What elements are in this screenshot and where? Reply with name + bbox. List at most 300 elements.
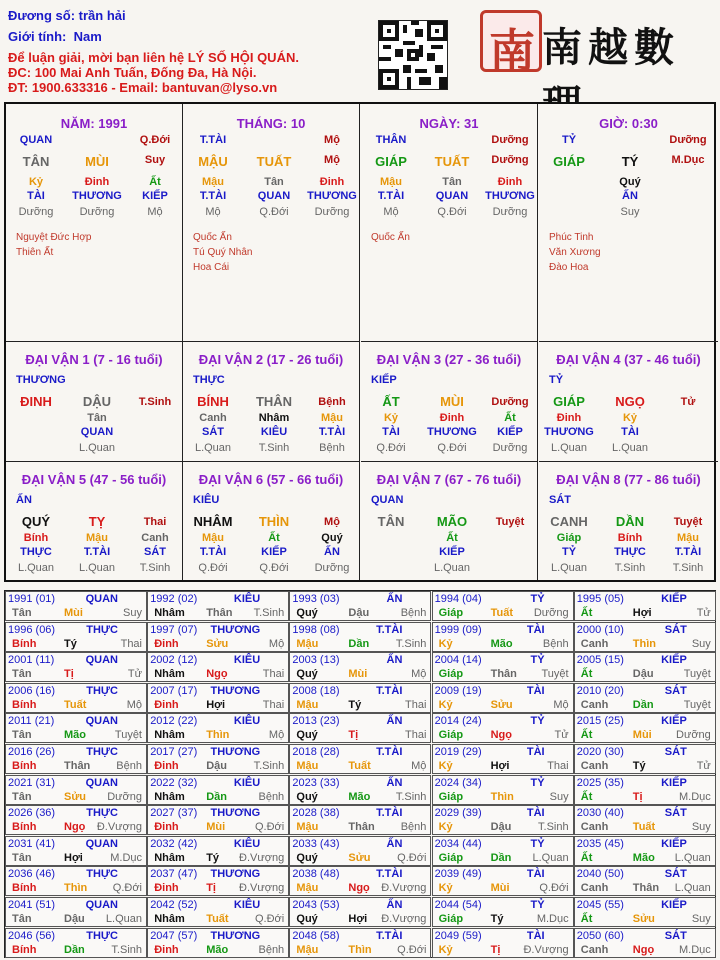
year-branch: Mão <box>206 943 229 956</box>
dai-van-title: ĐẠI VẬN 6 (57 - 66 tuổi) <box>198 472 344 487</box>
year-god: QUAN <box>85 837 118 850</box>
dai-van-branch: THÌN <box>258 514 290 529</box>
year-stem: Giáp <box>438 790 464 803</box>
year-branch: Thân <box>632 882 660 895</box>
year-cell <box>5 652 147 682</box>
year-cell <box>5 836 147 866</box>
year-branch: Tuất <box>490 607 513 619</box>
dai-van-h3-item: L.Quan <box>78 442 116 454</box>
dai-van-cell <box>183 342 360 462</box>
year-branch: Tý <box>64 637 77 650</box>
pillar-r5-item: Dưỡng <box>79 206 115 218</box>
dai-van-branch: NGỌ <box>615 394 645 409</box>
year-god: TÀI <box>526 684 545 697</box>
year-god: ẤN <box>386 593 403 605</box>
year-label: 1998 (08) <box>292 623 340 636</box>
year-label: 2033 (43) <box>292 837 340 850</box>
year-cell <box>289 744 431 774</box>
year-stem: Mậu <box>296 882 319 895</box>
year-god: T.TÀI <box>376 868 403 881</box>
year-stem: Đinh <box>154 882 179 895</box>
year-stage: L.Quan <box>532 851 569 864</box>
year-branch: Tý <box>490 913 504 925</box>
year-god: TÀI <box>526 623 545 636</box>
year-stem: Kỷ <box>438 882 453 895</box>
year-label: 2044 (54) <box>434 899 482 911</box>
pillar-r2-item: MÙI <box>85 154 109 169</box>
year-stem: Đinh <box>154 821 179 834</box>
dai-van-h1-item: Tân <box>87 412 107 424</box>
pillar-r2-item: Mộ <box>324 154 340 166</box>
year-branch: Thìn <box>490 790 514 803</box>
year-stage: Dưỡng <box>533 607 569 619</box>
dai-van-branch: TỴ <box>88 514 106 529</box>
pillar-r1-item: T.TÀI <box>199 134 227 146</box>
gender-label: Giới tính: <box>8 29 67 44</box>
year-branch: Sửu <box>632 913 655 925</box>
year-stage: Thai <box>120 637 142 650</box>
year-god: KIÊU <box>233 715 261 728</box>
dai-van-stage: Bệnh <box>318 396 346 408</box>
pillar-notes <box>549 230 601 275</box>
year-label: 1996 (06) <box>8 623 56 636</box>
year-label: 2031 (41) <box>8 837 56 850</box>
dai-van-stage: Tử <box>680 396 696 408</box>
year-stem: Quý <box>296 851 318 864</box>
year-stem: Canh <box>580 760 609 772</box>
pillar-note: Phúc Tinh <box>549 232 594 243</box>
year-stage: Suy <box>549 790 569 803</box>
year-cell <box>5 897 147 927</box>
pillar-title: THÁNG: 10 <box>236 116 306 131</box>
year-branch: Tuất <box>632 821 656 834</box>
year-stage: Suy <box>691 637 711 650</box>
year-branch: Thìn <box>206 729 230 742</box>
dai-van-god: THỰC <box>193 374 225 386</box>
year-branch: Tị <box>206 882 216 895</box>
year-cell <box>147 744 289 774</box>
year-cell <box>432 897 574 927</box>
year-god: KIÊU <box>233 654 261 667</box>
year-stem: Giáp <box>438 729 464 742</box>
year-stem: Mậu <box>296 943 319 956</box>
dai-van-h2-item: ẤN <box>324 546 340 558</box>
year-god: TỶ <box>530 593 545 605</box>
year-branch: Tị <box>64 668 74 681</box>
pillar-r3-item: Mậu <box>380 176 402 188</box>
year-branch: Dậu <box>632 668 654 681</box>
pillar-r4-item: THƯƠNG <box>72 190 122 202</box>
pillar-note: Văn Xương <box>549 247 601 258</box>
year-stage: Đ.Vượng <box>523 943 569 956</box>
year-label: 2022 (32) <box>150 776 198 789</box>
year-branch: Thìn <box>64 882 88 895</box>
year-label: 2025 (35) <box>576 776 624 789</box>
year-cell <box>147 866 289 896</box>
dai-van-h1-item: Mậu <box>677 532 699 544</box>
year-god: ẤN <box>386 715 403 728</box>
year-branch: Mùi <box>348 668 368 681</box>
year-stage: T.Sinh <box>395 790 427 803</box>
year-cell <box>147 713 289 743</box>
pillar-r2-item: TÂN <box>22 154 50 169</box>
pillar-r4-item: QUAN <box>435 190 469 202</box>
dai-van-stem: NHÂM <box>193 514 233 529</box>
year-label: 2023 (33) <box>292 776 340 789</box>
year-label: 2013 (23) <box>292 715 340 728</box>
dai-van-h2-item: THƯƠNG <box>427 426 477 438</box>
pillar-r3-item: Đinh <box>497 176 523 188</box>
year-cell <box>289 622 431 652</box>
pillar-r2-item: Dưỡng <box>491 154 529 166</box>
year-stem: Quý <box>296 790 318 803</box>
dai-van-h2-item: T.TÀI <box>83 546 111 558</box>
year-stage: T.Sinh <box>395 637 427 650</box>
year-branch: Dậu <box>490 821 512 834</box>
dai-van-h3-item: T.Sinh <box>139 562 171 574</box>
year-stem: Đinh <box>154 698 179 711</box>
year-stage: M.Dục <box>110 851 142 864</box>
year-label: 2024 (34) <box>434 776 482 789</box>
dai-van-title: ĐẠI VẬN 2 (17 - 26 tuổi) <box>198 352 344 367</box>
pillar-r3-item: Đinh <box>84 176 110 188</box>
year-cell <box>147 591 289 621</box>
year-stem: Kỷ <box>438 760 453 772</box>
year-label: 2007 (17) <box>150 684 198 697</box>
year-god: TỶ <box>530 715 545 728</box>
year-god: TỶ <box>530 899 545 911</box>
pillar-r2-item: TÝ <box>621 154 639 169</box>
dai-van-h2-item: TỶ <box>561 546 577 558</box>
year-stage: Đ.Vượng <box>239 851 285 864</box>
year-cell <box>432 866 574 896</box>
year-stem: Bính <box>12 637 37 650</box>
year-god: THƯƠNG <box>210 929 261 942</box>
year-stem: Tân <box>12 913 32 925</box>
dai-van-h2-item: KIẾP <box>439 546 465 558</box>
year-branch: Dần <box>632 698 654 711</box>
year-label: 2038 (48) <box>292 868 340 881</box>
dai-van-h3-item: Bệnh <box>319 442 345 454</box>
year-stem: Nhâm <box>154 668 185 681</box>
dai-van-h3-item: Q.Đới <box>198 562 228 574</box>
dai-van-h1-item: Quý <box>321 532 343 544</box>
dai-van-h2-item: TÀI <box>382 426 400 438</box>
year-god: KIÊU <box>233 593 261 605</box>
dai-van-h3-item: L.Quan <box>550 562 588 574</box>
year-god: KIẾP <box>661 654 687 667</box>
dai-van-h1-item: Đinh <box>556 412 582 424</box>
dai-van-h3-item: Dưỡng <box>314 562 350 574</box>
year-branch: Thân <box>206 607 233 619</box>
dai-van-h2-item: KIẾP <box>261 546 287 558</box>
year-god: TỶ <box>530 837 545 850</box>
dai-van-h2-item: SÁT <box>144 546 166 558</box>
year-label: 2030 (40) <box>576 807 624 820</box>
seal-icon: 南 <box>480 10 542 72</box>
year-label: 2009 (19) <box>434 684 482 697</box>
year-label: 1994 (04) <box>434 593 482 605</box>
year-branch: Mão <box>632 851 655 864</box>
dai-van-stem: CANH <box>550 514 588 529</box>
year-stem: Nhâm <box>154 729 185 742</box>
year-label: 2011 (21) <box>8 715 55 728</box>
pillar-cell <box>361 104 538 342</box>
year-branch: Thìn <box>632 637 657 650</box>
year-cell <box>5 744 147 774</box>
year-cell <box>147 775 289 805</box>
year-cell <box>432 652 574 682</box>
year-label: 2002 (12) <box>150 654 198 667</box>
year-stem: Canh <box>580 698 609 711</box>
pillar-cell <box>6 104 183 342</box>
year-stem: Đinh <box>154 943 179 956</box>
year-label: 2018 (28) <box>292 746 340 758</box>
year-cell <box>289 928 431 958</box>
dai-van-stem: BÍNH <box>197 394 229 409</box>
year-label: 2003 (13) <box>292 654 340 667</box>
dai-van-stem: GIÁP <box>553 394 585 409</box>
year-stage: Bệnh <box>258 790 285 803</box>
year-label: 2019 (29) <box>434 746 482 758</box>
year-cell <box>432 713 574 743</box>
year-label: 2037 (47) <box>150 868 198 881</box>
pillar-r2-item: Suy <box>144 154 166 166</box>
year-stem: Mậu <box>296 821 319 834</box>
dai-van-h3-item: L.Quan <box>611 442 649 454</box>
year-branch: Mão <box>64 729 86 742</box>
year-god: THƯƠNG <box>210 807 261 820</box>
year-cell <box>574 836 716 866</box>
pillar-r3-item: Tân <box>442 176 462 188</box>
pillar-r5-item: Dưỡng <box>492 206 528 218</box>
year-label: 2040 (50) <box>576 868 624 881</box>
dai-van-branch: MÙI <box>440 394 464 409</box>
year-branch: Sửu <box>206 637 229 650</box>
year-cell <box>5 805 147 835</box>
year-stage: T.Sinh <box>253 607 285 619</box>
pillar-r5-item: Mộ <box>147 206 163 218</box>
year-branch: Sửu <box>490 698 513 711</box>
year-stem: Nhâm <box>154 790 185 803</box>
qr-code[interactable] <box>378 20 448 90</box>
year-god: T.TÀI <box>376 746 403 758</box>
dai-van-h3-item: Dưỡng <box>492 442 528 454</box>
year-branch: Tuất <box>206 913 229 925</box>
year-cell <box>147 622 289 652</box>
pillar-note: Quốc Ấn <box>371 232 410 243</box>
pillar-r1-item: THÂN <box>375 134 407 146</box>
year-god: THƯƠNG <box>210 868 261 881</box>
contact-notice: Để luận giải, mời bạn liên hệ LÝ SỐ HỘI QUÁN. <box>8 50 299 65</box>
year-god: KIÊU <box>233 899 261 911</box>
year-stem: Giáp <box>438 851 464 864</box>
year-god: T.TÀI <box>376 807 403 820</box>
year-god: T.TÀI <box>376 623 403 636</box>
year-cell <box>574 591 716 621</box>
year-branch: Dậu <box>348 607 370 619</box>
year-cell <box>147 652 289 682</box>
dai-van-h1-item: Ất <box>268 532 280 544</box>
year-cell <box>289 897 431 927</box>
brand-logo <box>480 10 705 80</box>
dai-van-h2-item: THƯƠNG <box>544 426 594 438</box>
year-stage: Bệnh <box>116 760 142 772</box>
year-label: 2008 (18) <box>292 684 340 697</box>
pillar-r4-item: THƯƠNG <box>485 190 535 202</box>
pillar-r2-item: TUẤT <box>256 154 292 169</box>
dai-van-h2-item: QUAN <box>80 426 114 438</box>
year-god: THỰC <box>86 929 118 942</box>
year-cell <box>147 683 289 713</box>
year-branch: Tị <box>632 790 643 803</box>
dai-van-stage: Mộ <box>324 516 340 528</box>
pillar-note: Tú Quý Nhân <box>193 247 253 258</box>
year-cell <box>432 683 574 713</box>
year-stage: Tuyệt <box>541 668 569 681</box>
year-branch: Dậu <box>64 913 85 925</box>
year-label: 2048 (58) <box>292 929 340 942</box>
year-god: KIẾP <box>661 837 687 850</box>
year-god: KIẾP <box>661 593 687 605</box>
year-branch: Mùi <box>206 821 226 834</box>
year-god: THỰC <box>86 807 118 820</box>
year-branch: Ngọ <box>632 943 655 956</box>
dai-van-h3-item: L.Quan <box>433 562 471 574</box>
pillar-r3-item: Quý <box>619 176 641 188</box>
dai-van-god: THƯƠNG <box>16 374 66 386</box>
year-god: T.TÀI <box>376 929 403 942</box>
year-god: THƯƠNG <box>210 746 261 758</box>
dai-van-branch: MÃO <box>436 514 468 529</box>
year-god: TỶ <box>530 654 545 667</box>
year-branch: Mùi <box>490 882 510 895</box>
dai-van-stage: Dưỡng <box>491 396 529 408</box>
dai-van-h2-item: KIẾP <box>497 426 523 438</box>
year-stem: Mậu <box>296 698 319 711</box>
year-stem: Quý <box>296 913 318 925</box>
dai-van-h3-item: Q.Đới <box>376 442 406 454</box>
year-stem: Ất <box>580 607 593 619</box>
dai-van-stem: ẤT <box>382 394 400 409</box>
year-label: 2015 (25) <box>576 715 624 728</box>
pillar-title: NĂM: 1991 <box>60 116 128 131</box>
pillar-r3-item: Mậu <box>202 176 224 188</box>
dai-van-cell <box>361 462 538 580</box>
year-label: 2045 (55) <box>576 899 624 911</box>
year-label: 2004 (14) <box>434 654 482 667</box>
year-god: QUAN <box>85 899 118 911</box>
dai-van-h1-item: Bính <box>617 532 643 544</box>
year-cell <box>5 866 147 896</box>
year-stage: L.Quan <box>674 851 711 864</box>
year-stem: Canh <box>580 882 609 895</box>
year-cell <box>432 622 574 652</box>
pillar-r4-item: T.TÀI <box>199 190 227 202</box>
year-cell <box>574 652 716 682</box>
dai-van-god: ẤN <box>16 494 32 506</box>
year-label: 2001 (11) <box>8 654 55 667</box>
dai-van-branch: DẦN <box>615 514 645 529</box>
year-cell <box>574 928 716 958</box>
year-stage: Q.Đới <box>539 882 569 895</box>
dai-van-h2-item: THỰC <box>614 546 646 558</box>
pillar-r5-item: Q.Đới <box>259 206 289 218</box>
year-branch: Hợi <box>348 913 368 925</box>
year-god: TÀI <box>526 929 545 942</box>
year-god: KIẾP <box>661 899 687 911</box>
year-stem: Giáp <box>438 913 464 925</box>
dai-van-cell <box>361 342 538 462</box>
year-god: SÁT <box>664 929 687 942</box>
year-stem: Kỷ <box>438 637 453 650</box>
year-label: 2017 (27) <box>150 746 198 758</box>
year-stage: Thai <box>262 698 285 711</box>
year-god: ẤN <box>386 899 403 911</box>
year-cell <box>289 836 431 866</box>
dai-van-title: ĐẠI VẬN 1 (7 - 16 tuổi) <box>25 352 163 367</box>
dai-van-h1-item: Đinh <box>439 412 465 424</box>
year-stage: Dưỡng <box>107 790 142 803</box>
dai-van-h2-item: TÀI <box>621 426 639 438</box>
year-cell <box>432 805 574 835</box>
year-god: THỰC <box>86 623 118 636</box>
dai-van-h1-item: Canh <box>199 412 227 424</box>
year-god: TÀI <box>526 746 545 758</box>
pillar-r1-item: Dưỡng <box>491 134 529 146</box>
year-branch: Tị <box>490 943 501 956</box>
year-stage: Mộ <box>268 729 285 742</box>
pillar-r1-item: Dưỡng <box>669 134 707 146</box>
dai-van-h1-item: Bính <box>23 532 49 544</box>
year-stem: Kỷ <box>438 821 453 834</box>
year-stage: Q.Đới <box>112 882 142 895</box>
pillar-r4-item: QUAN <box>257 190 291 202</box>
year-stem: Mậu <box>296 760 319 772</box>
year-stage: Mộ <box>411 760 427 772</box>
year-branch: Tuất <box>64 698 87 711</box>
pillar-r4-item: ẤN <box>622 190 638 202</box>
phone-email-line: ĐT: 1900.633316 - Email: bantuvan@lyso.vn <box>8 80 278 95</box>
dai-van-god: TỶ <box>549 374 564 386</box>
pillar-title: NGÀY: 31 <box>419 116 479 131</box>
dai-van-h3-item: L.Quan <box>78 562 116 574</box>
dai-van-branch: DẬU <box>82 394 112 409</box>
dai-van-h3-item: Q.Đới <box>259 562 289 574</box>
pillar-r4-item: THƯƠNG <box>307 190 357 202</box>
dai-van-cell <box>539 462 718 580</box>
pillar-cell <box>539 104 718 342</box>
year-stem: Bính <box>12 943 37 956</box>
year-cell <box>5 683 147 713</box>
dai-van-god: KIÊU <box>193 494 220 506</box>
year-cell <box>5 713 147 743</box>
year-god: THƯƠNG <box>210 684 261 697</box>
year-cell <box>574 866 716 896</box>
year-cell <box>432 928 574 958</box>
year-label: 2043 (53) <box>292 899 340 911</box>
year-stage: Đ.Vượng <box>96 821 142 834</box>
year-label: 2005 (15) <box>576 654 624 667</box>
year-label: 2050 (60) <box>576 929 624 942</box>
year-stage: Tuyệt <box>683 668 711 681</box>
gender-value: Nam <box>73 29 102 44</box>
year-stem: Mậu <box>296 637 319 650</box>
year-label: 2029 (39) <box>434 807 482 820</box>
year-god: SÁT <box>664 623 687 636</box>
year-stage: Q.Đới <box>254 821 285 834</box>
year-stage: Tử <box>127 668 142 681</box>
